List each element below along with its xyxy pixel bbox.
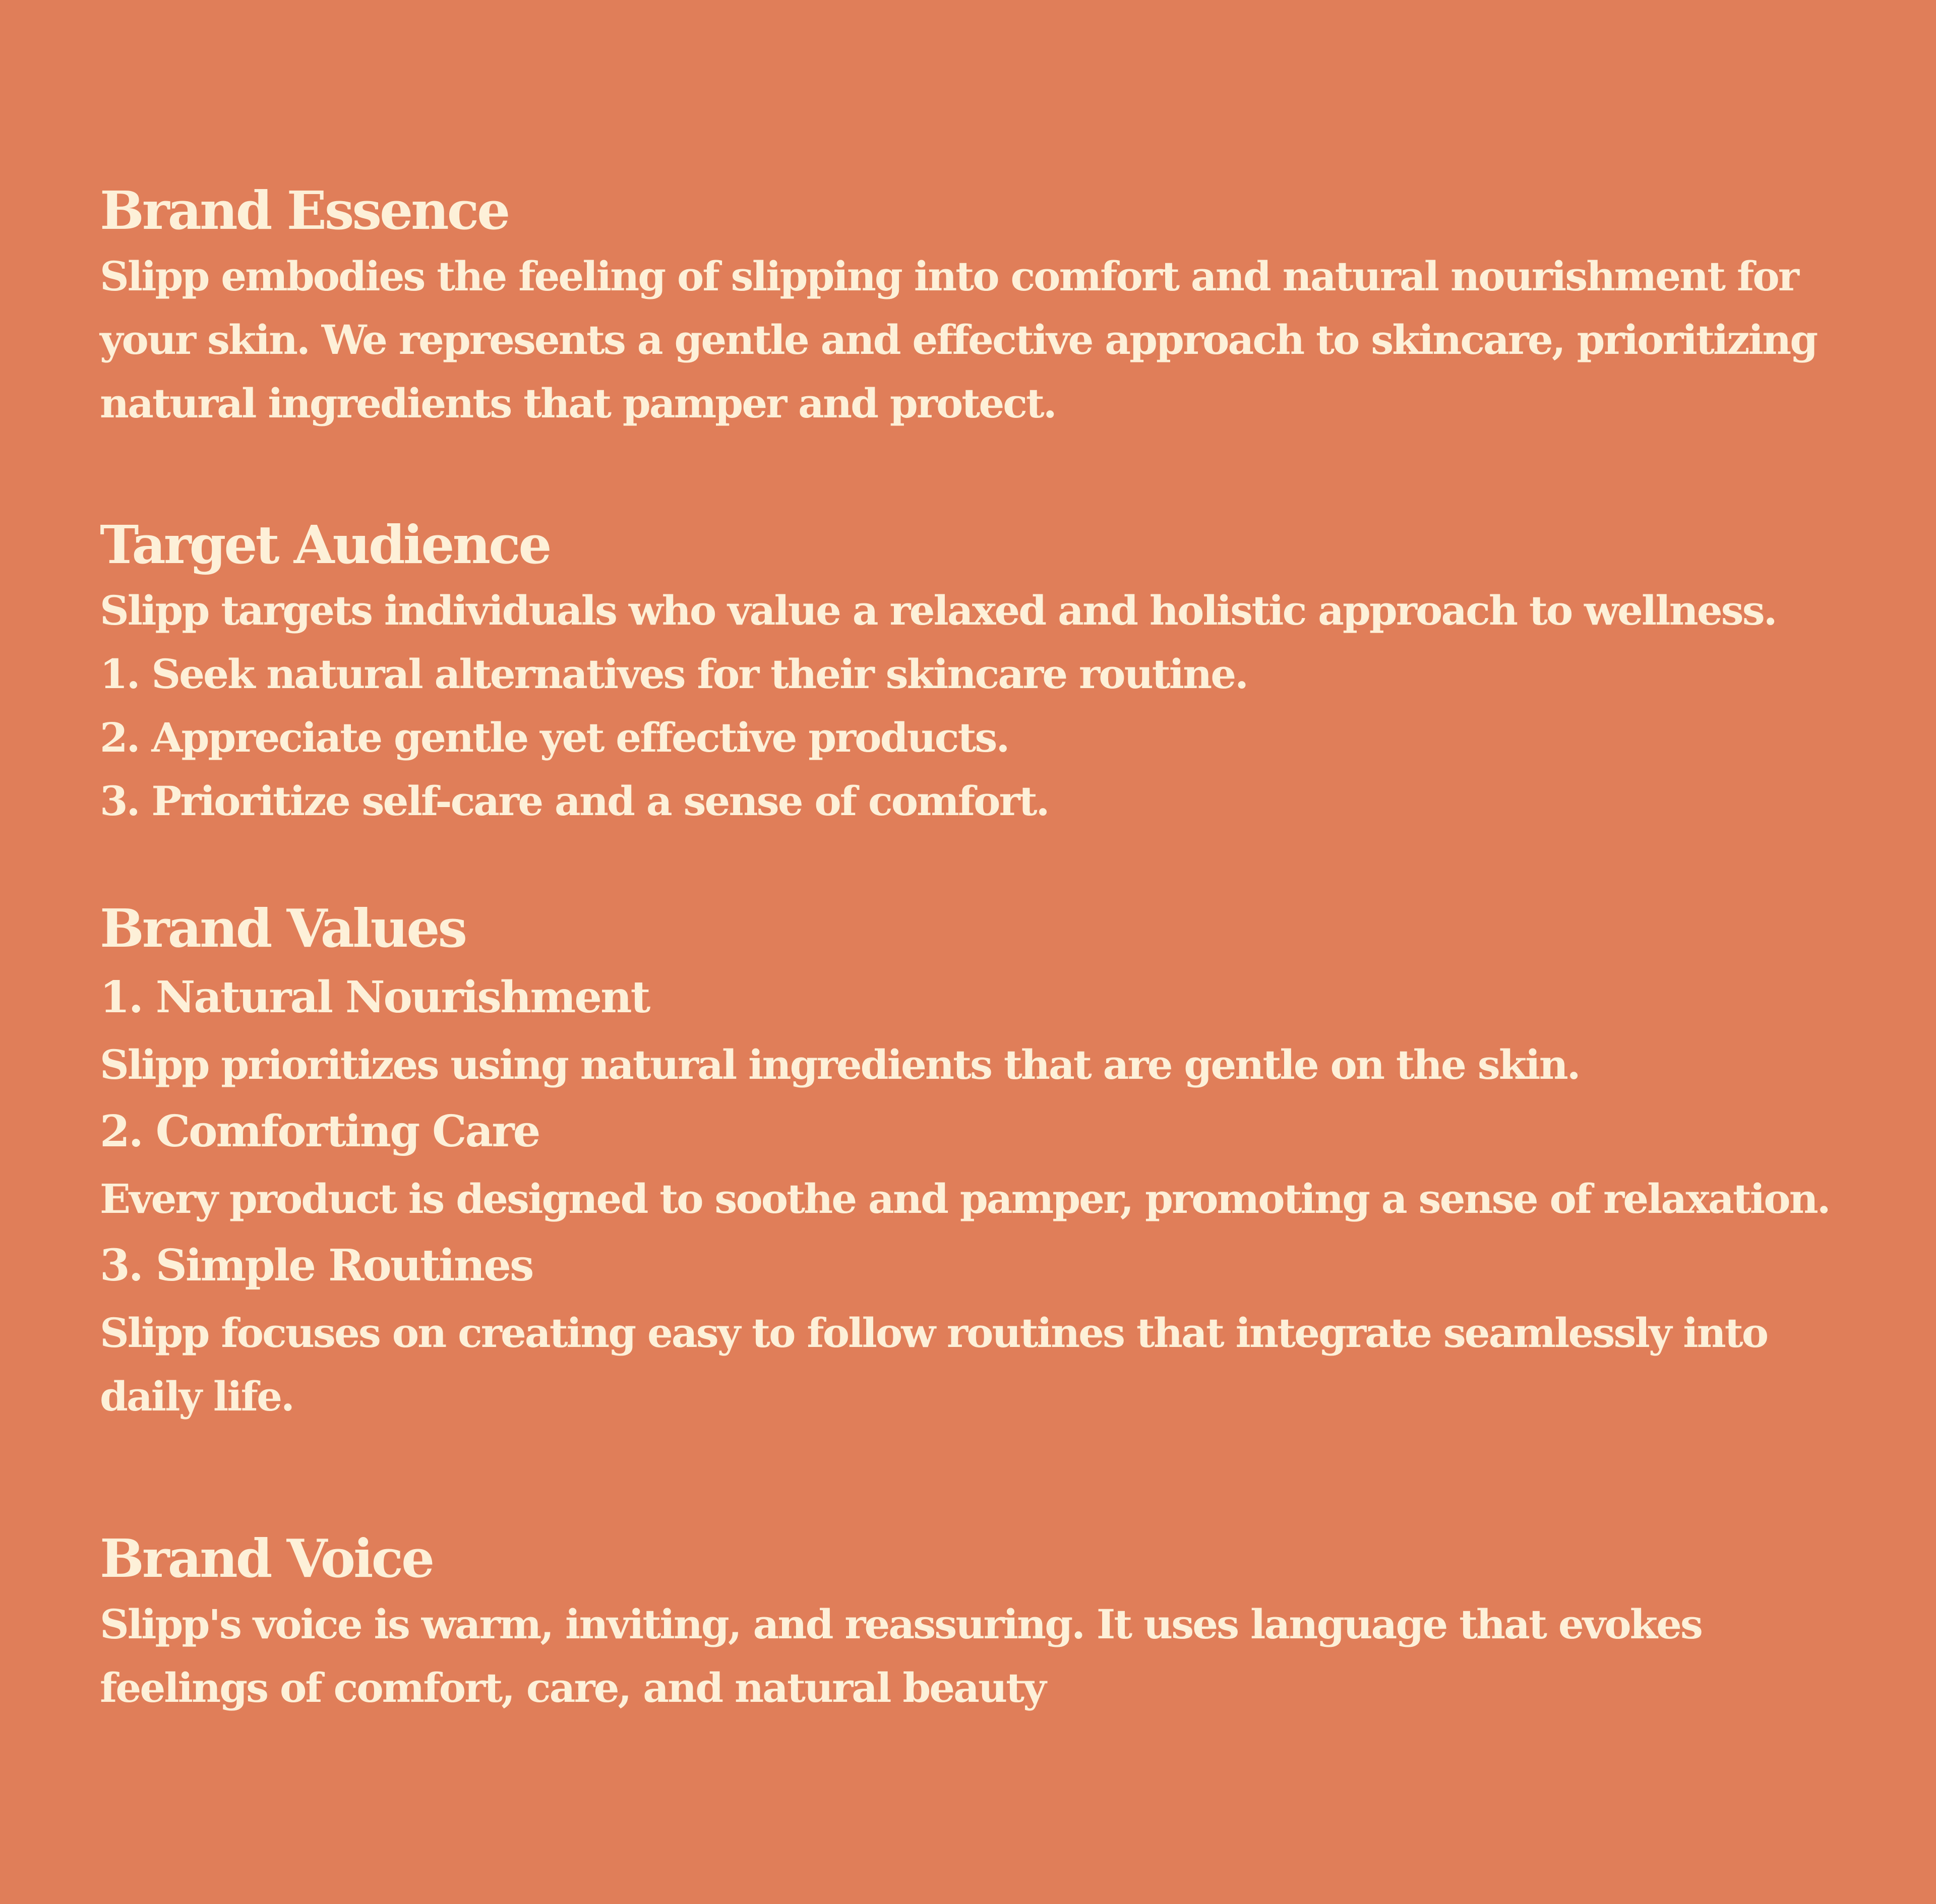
brand-value-item (100, 1231, 1854, 1428)
target-audience-title: Target Audience (100, 514, 550, 576)
target-audience-item: 1. Seek natural alternatives for their skincare routine. (100, 650, 1247, 698)
brand-essence-title: Brand Essence (100, 179, 509, 241)
brand-voice-title: Brand Voice (100, 1527, 433, 1589)
brand-value-item (100, 1096, 1854, 1231)
brand-essence-body: Slipp embodies the feeling of slipping into comfort and natural nourishment for your skin. We represents a gentle and effective approach to skincare, prioritizing natural ingredients that pamper and protect. (100, 253, 1817, 427)
target-audience-item: 3. Prioritize self-care and a sense of comfort. (100, 777, 1049, 825)
target-audience-intro: Slipp targets individuals who value a relaxed and holistic approach to wellness. (100, 587, 1776, 634)
brand-value-body: Slipp focuses on creating easy to follow routines that integrate seamlessly into daily life. (100, 1309, 1768, 1420)
target-audience-section (100, 511, 1854, 833)
brand-value-body: Slipp prioritizes using natural ingredients that are gentle on the skin. (100, 1041, 1580, 1088)
brand-essence-section (100, 176, 1854, 435)
brand-voice-body: Slipp's voice is warm, inviting, and reassuring. It uses language that evokes feelings of comfort, care, and natural beauty (100, 1601, 1702, 1711)
brand-values-title: Brand Values (100, 897, 465, 959)
brand-value-title: 2. Comforting Care (100, 1106, 539, 1157)
brand-value-title: 1. Natural Nourishment (100, 972, 649, 1023)
brand-value-body: Every product is designed to soothe and pamper, promoting a sense of relaxation. (100, 1175, 1830, 1222)
target-audience-item: 2. Appreciate gentle yet effective products. (100, 714, 1009, 761)
brand-value-item (100, 962, 1854, 1096)
brand-value-title: 3. Simple Routines (100, 1240, 533, 1291)
brand-values-section (100, 894, 1854, 1428)
brand-voice-section (100, 1524, 1854, 1719)
